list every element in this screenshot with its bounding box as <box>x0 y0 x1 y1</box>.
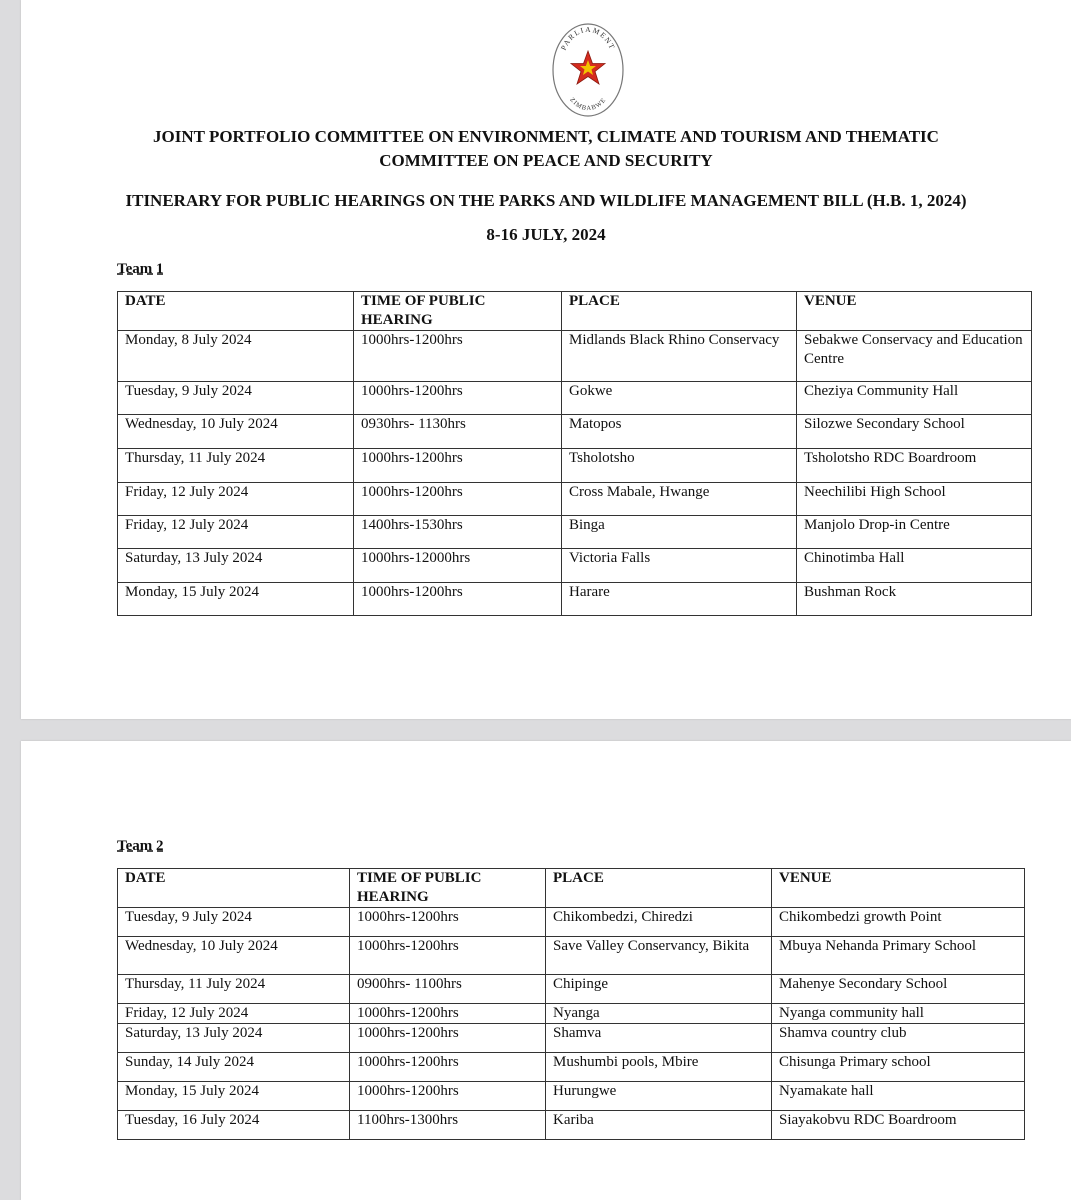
table-row <box>118 583 1032 616</box>
table-row <box>118 1082 1025 1111</box>
cell-venue: Chikombedzi growth Point <box>772 908 1025 937</box>
committee-title-line-1: JOINT PORTFOLIO COMMITTEE ON ENVIRONMENT, CLIMATE AND TOURISM AND THEMATIC <box>153 127 939 146</box>
table-row <box>118 382 1032 415</box>
cell-place: Victoria Falls <box>562 549 797 583</box>
cell-venue: Sebakwe Conservacy and Education Centre <box>797 331 1032 382</box>
table-row <box>118 449 1032 483</box>
cell-time: 1100hrs-1300hrs <box>350 1111 546 1140</box>
table-header-row <box>118 292 1032 331</box>
committee-title-line-2: COMMITTEE ON PEACE AND SECURITY <box>379 151 713 170</box>
cell-date: Tuesday, 16 July 2024 <box>118 1111 350 1140</box>
cell-venue: Siayakobvu RDC Boardroom <box>772 1111 1025 1140</box>
cell-time: 1000hrs-1200hrs <box>350 1004 546 1024</box>
cell-venue: Mbuya Nehanda Primary School <box>772 937 1025 975</box>
cell-date: Saturday, 13 July 2024 <box>118 549 354 583</box>
cell-date: Wednesday, 10 July 2024 <box>118 937 350 975</box>
table-row <box>118 415 1032 449</box>
cell-place: Shamva <box>546 1024 772 1053</box>
table-row <box>118 549 1032 583</box>
table-row <box>118 516 1032 549</box>
cell-venue: Tsholotsho RDC Boardroom <box>797 449 1032 483</box>
cell-time: 1400hrs-1530hrs <box>354 516 562 549</box>
cell-place: Mushumbi pools, Mbire <box>546 1053 772 1082</box>
cell-time: 0900hrs- 1100hrs <box>350 975 546 1004</box>
column-header-place: PLACE <box>562 292 797 331</box>
column-header-place: PLACE <box>546 869 772 908</box>
seal-bottom-text: ZIMBABWE <box>568 96 608 113</box>
document-page-1 <box>21 0 1071 719</box>
cell-time: 1000hrs-1200hrs <box>354 382 562 415</box>
table-row <box>118 331 1032 382</box>
cell-place: Nyanga <box>546 1004 772 1024</box>
column-header-date: DATE <box>118 869 350 908</box>
cell-date: Friday, 12 July 2024 <box>118 1004 350 1024</box>
cell-time: 1000hrs-12000hrs <box>354 549 562 583</box>
column-header-venue: VENUE <box>797 292 1032 331</box>
seal-top-text: PARLIAMENT <box>558 24 618 52</box>
cell-time: 1000hrs-1200hrs <box>350 1053 546 1082</box>
team-1-label: Team 1 <box>117 261 164 277</box>
document-page-2 <box>21 741 1071 1200</box>
cell-venue: Bushman Rock <box>797 583 1032 616</box>
cell-venue: Manjolo Drop-in Centre <box>797 516 1032 549</box>
table-row <box>118 1024 1025 1053</box>
cell-time: 1000hrs-1200hrs <box>350 908 546 937</box>
cell-time: 1000hrs-1200hrs <box>350 1082 546 1111</box>
cell-venue: Chinotimba Hall <box>797 549 1032 583</box>
cell-date: Wednesday, 10 July 2024 <box>118 415 354 449</box>
table-row <box>118 908 1025 937</box>
itinerary-title: ITINERARY FOR PUBLIC HEARINGS ON THE PARKS AND WILDLIFE MANAGEMENT BILL (H.B. 1, 2024) <box>125 191 967 210</box>
cell-venue: Nyanga community hall <box>772 1004 1025 1024</box>
cell-place: Binga <box>562 516 797 549</box>
cell-venue: Nyamakate hall <box>772 1082 1025 1111</box>
cell-place: Hurungwe <box>546 1082 772 1111</box>
cell-venue: Silozwe Secondary School <box>797 415 1032 449</box>
cell-place: Chipinge <box>546 975 772 1004</box>
parliament-seal-icon <box>548 18 628 118</box>
cell-time: 1000hrs-1200hrs <box>350 937 546 975</box>
cell-place: Midlands Black Rhino Conservacy <box>562 331 797 382</box>
cell-date: Thursday, 11 July 2024 <box>118 975 350 1004</box>
cell-date: Tuesday, 9 July 2024 <box>118 382 354 415</box>
cell-venue: Cheziya Community Hall <box>797 382 1032 415</box>
table-row <box>118 1053 1025 1082</box>
team-2-label: Team 2 <box>117 838 164 854</box>
team-1-itinerary-table <box>117 291 1032 616</box>
cell-date: Saturday, 13 July 2024 <box>118 1024 350 1053</box>
cell-time: 0930hrs- 1130hrs <box>354 415 562 449</box>
cell-place: Cross Mabale, Hwange <box>562 483 797 516</box>
cell-date: Friday, 12 July 2024 <box>118 483 354 516</box>
table-row <box>118 1004 1025 1024</box>
table-row <box>118 937 1025 975</box>
cell-date: Thursday, 11 July 2024 <box>118 449 354 483</box>
cell-place: Tsholotsho <box>562 449 797 483</box>
cell-place: Save Valley Conservancy, Bikita <box>546 937 772 975</box>
cell-time: 1000hrs-1200hrs <box>354 583 562 616</box>
cell-place: Harare <box>562 583 797 616</box>
column-header-time: TIME OF PUBLIC HEARING <box>354 292 562 331</box>
cell-date: Monday, 15 July 2024 <box>118 583 354 616</box>
cell-venue: Mahenye Secondary School <box>772 975 1025 1004</box>
cell-place: Chikombedzi, Chiredzi <box>546 908 772 937</box>
cell-venue: Shamva country club <box>772 1024 1025 1053</box>
column-header-time: TIME OF PUBLIC HEARING <box>350 869 546 908</box>
cell-time: 1000hrs-1200hrs <box>354 483 562 516</box>
cell-time: 1000hrs-1200hrs <box>354 331 562 382</box>
cell-time: 1000hrs-1200hrs <box>354 449 562 483</box>
table-row <box>118 975 1025 1004</box>
column-header-venue: VENUE <box>772 869 1025 908</box>
cell-date: Sunday, 14 July 2024 <box>118 1053 350 1082</box>
cell-date: Friday, 12 July 2024 <box>118 516 354 549</box>
cell-date: Monday, 8 July 2024 <box>118 331 354 382</box>
cell-time: 1000hrs-1200hrs <box>350 1024 546 1053</box>
cell-place: Matopos <box>562 415 797 449</box>
cell-place: Kariba <box>546 1111 772 1140</box>
cell-venue: Neechilibi High School <box>797 483 1032 516</box>
cell-date: Tuesday, 9 July 2024 <box>118 908 350 937</box>
cell-place: Gokwe <box>562 382 797 415</box>
cell-date: Monday, 15 July 2024 <box>118 1082 350 1111</box>
table-header-row <box>118 869 1025 908</box>
team-2-itinerary-table <box>117 868 1025 1140</box>
table-row <box>118 1111 1025 1140</box>
cell-venue: Chisunga Primary school <box>772 1053 1025 1082</box>
column-header-date: DATE <box>118 292 354 331</box>
date-range: 8-16 JULY, 2024 <box>486 225 606 244</box>
table-row <box>118 483 1032 516</box>
